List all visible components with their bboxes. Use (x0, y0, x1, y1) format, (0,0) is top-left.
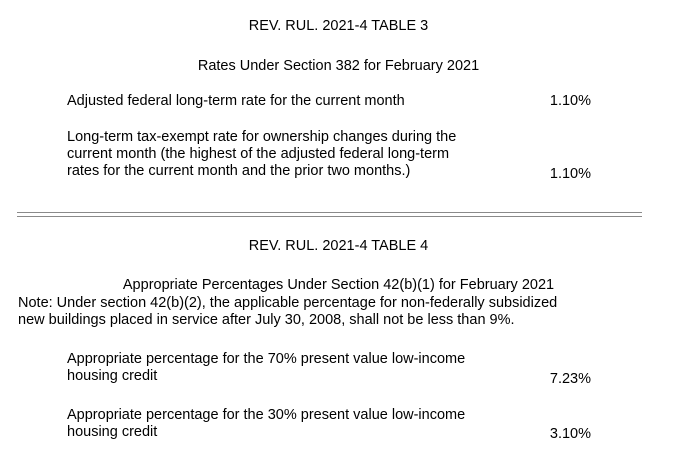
table4-row2-label-line: housing credit (67, 424, 158, 440)
table4-row1-label-line: housing credit (67, 368, 158, 384)
table4-row2-value: 3.10% (549, 426, 591, 442)
table3-row2-label (67, 129, 456, 180)
table3-row2-value: 1.10% (549, 166, 591, 182)
table3-row1-label (67, 93, 405, 110)
table4-title: REV. RUL. 2021-4 TABLE 4 (248, 238, 429, 254)
table4-row1-label-line: Appropriate percentage for the 70% present value low-income (67, 351, 466, 367)
table3-row1-value: 1.10% (549, 93, 591, 109)
table3-title: REV. RUL. 2021-4 TABLE 3 (248, 18, 429, 34)
table4-note-line: new buildings placed in service after July 30, 2008, shall not be less than 9%. (18, 312, 515, 328)
table3-row2-label-line: rates for the current month and the prior two months.) (67, 163, 411, 179)
table4-note-line: Note: Under section 42(b)(2), the applicable percentage for non-federally subsidized (18, 295, 558, 311)
table4-row2-label-line: Appropriate percentage for the 30% present value low-income (67, 407, 466, 423)
table4-subtitle: Appropriate Percentages Under Section 42(b)(1) for February 2021 (122, 277, 555, 293)
table3-subtitle: Rates Under Section 382 for February 2021 (197, 58, 480, 74)
table4-row1-value: 7.23% (549, 371, 591, 387)
table4-row2-label (67, 407, 465, 441)
separator-rule-top (17, 212, 642, 213)
table3-row1-label-line: Adjusted federal long-term rate for the current month (67, 93, 405, 109)
table3-row2-label-line: current month (the highest of the adjusted federal long-term (67, 146, 450, 162)
table4-row1-label (67, 351, 465, 385)
table4-note (18, 295, 557, 329)
separator-rule-bottom (17, 216, 642, 217)
table3-row2-label-line: Long-term tax-exempt rate for ownership changes during the (67, 129, 457, 145)
